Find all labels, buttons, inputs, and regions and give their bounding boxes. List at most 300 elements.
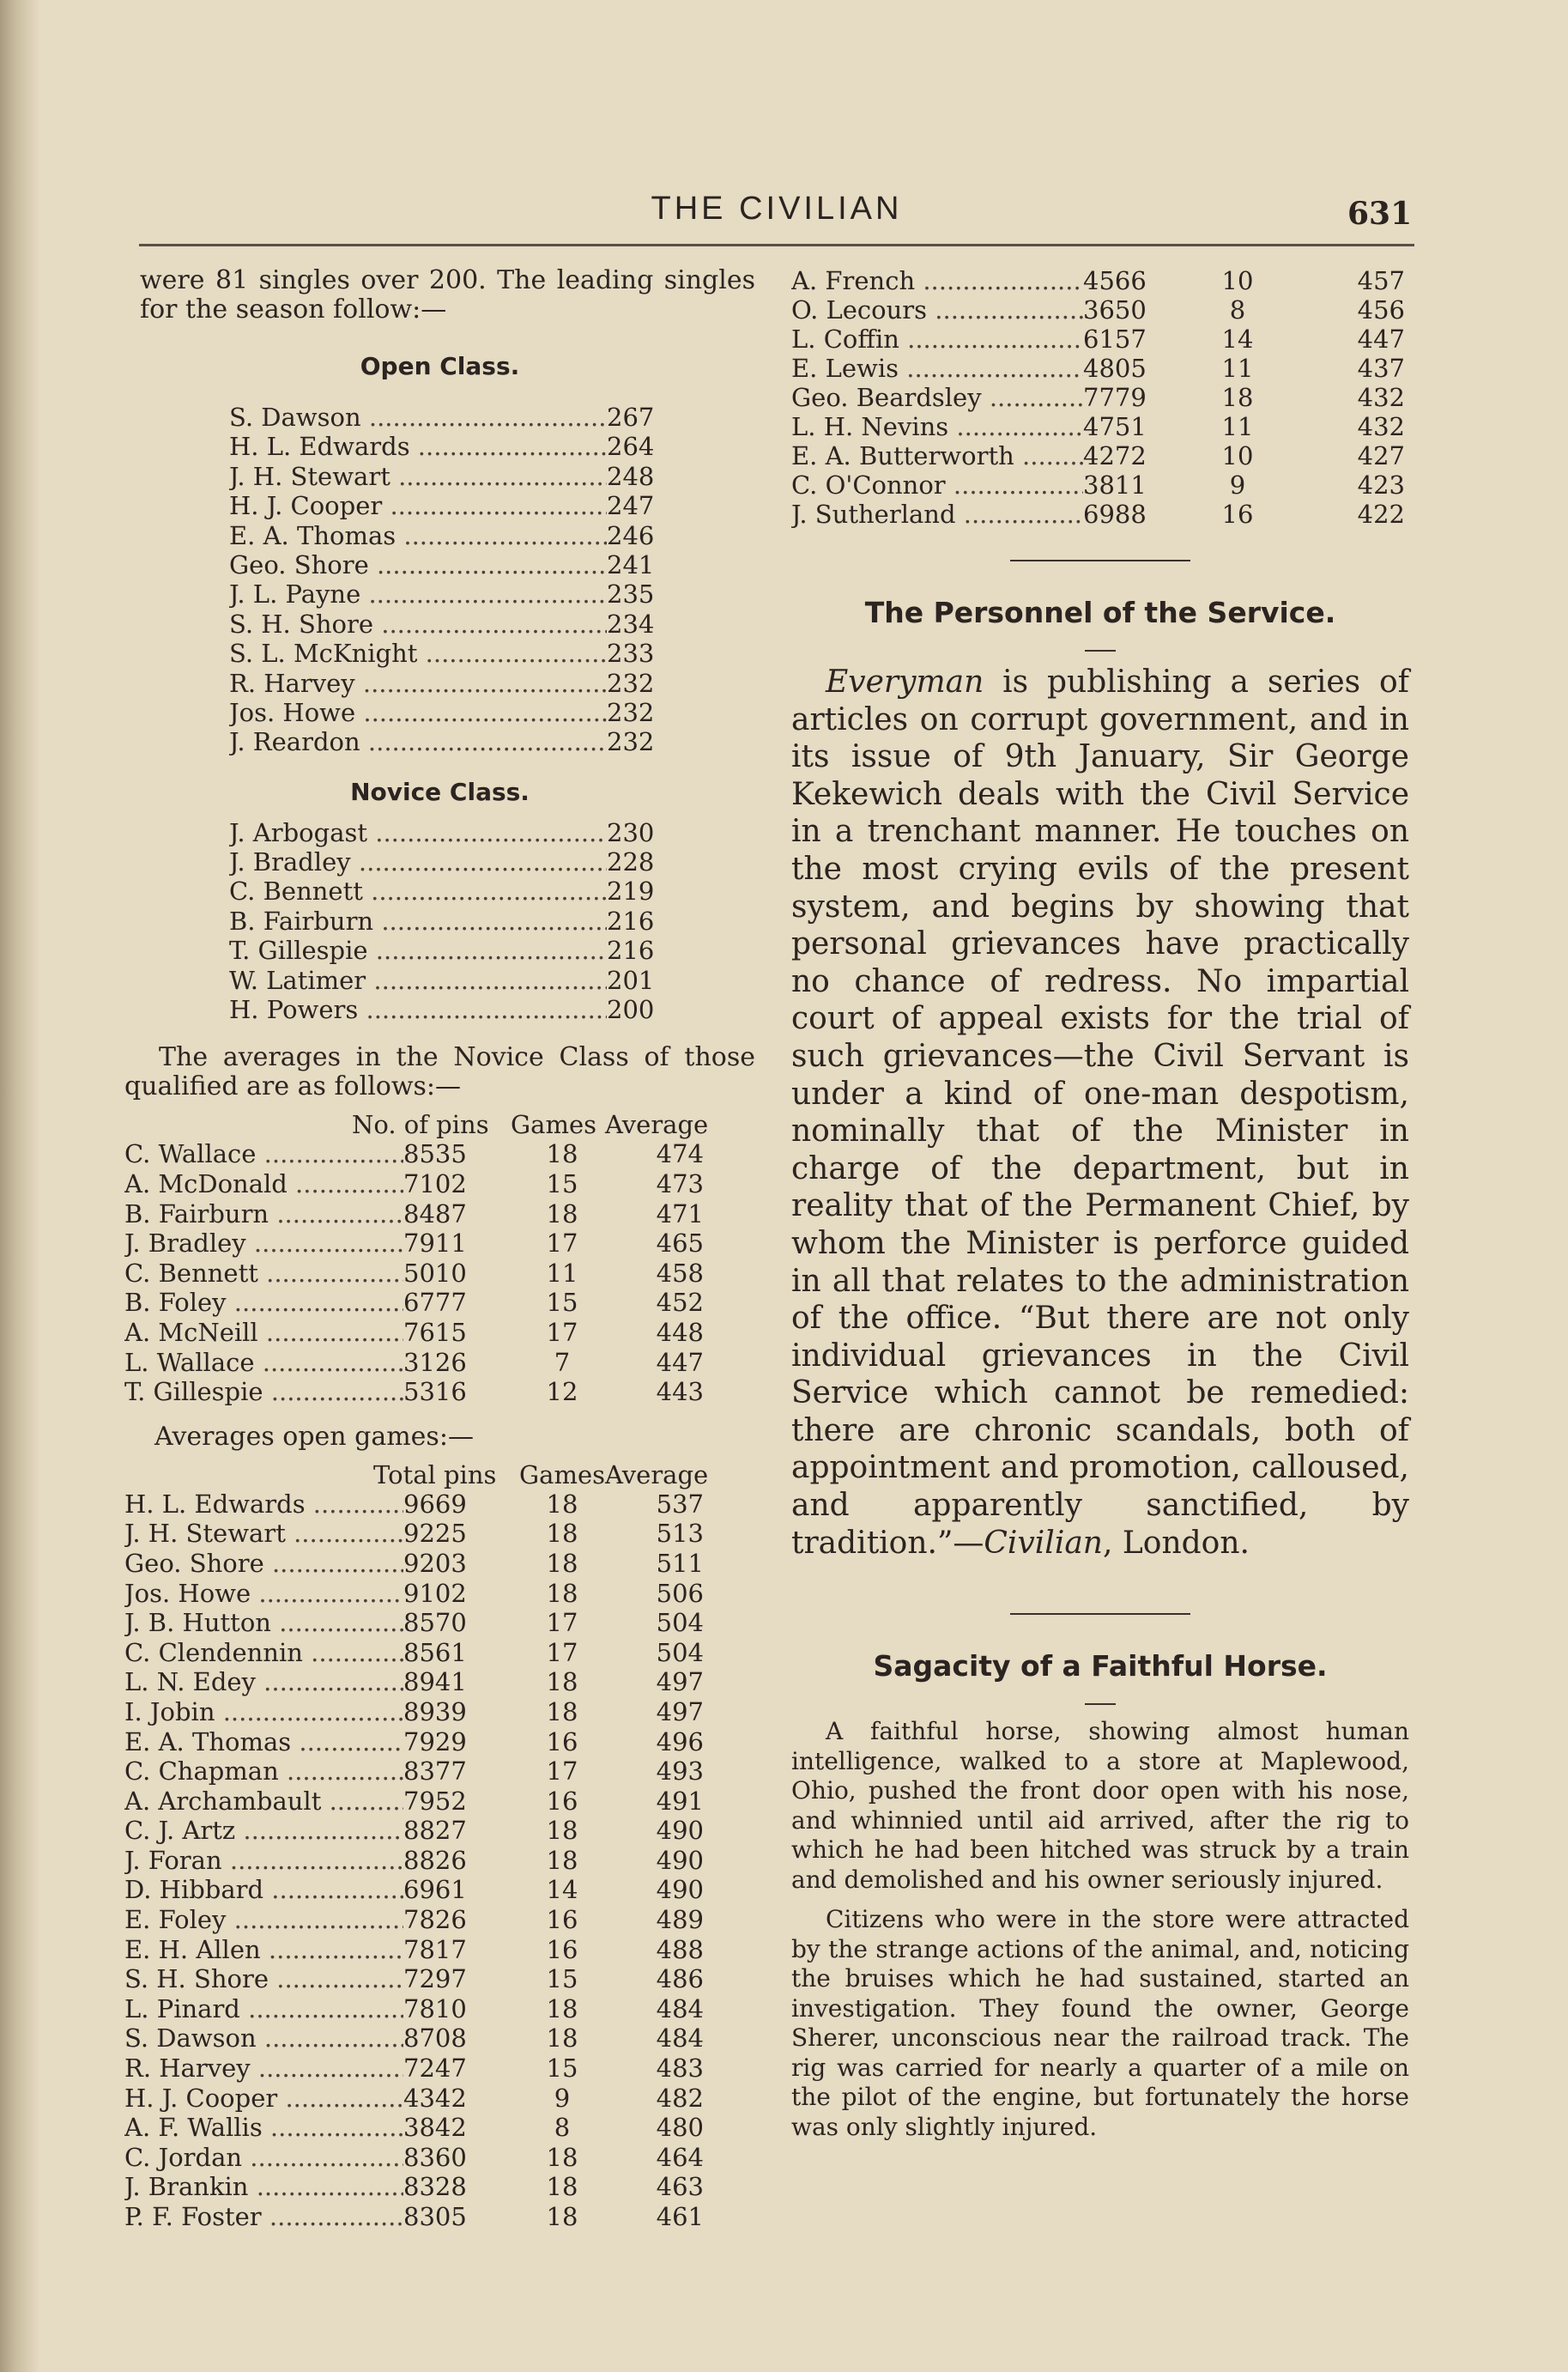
list-item: [229, 610, 778, 639]
player-name: C. Clendennin .....: [124, 1638, 403, 1668]
player-name: C. J. Artz .....: [124, 1816, 403, 1846]
header-pins: No. of pins: [352, 1110, 489, 1140]
player-name: L. N. Edey .....: [124, 1667, 403, 1697]
pins-cell: 7911: [403, 1228, 467, 1259]
list-item: [229, 727, 778, 756]
pins-cell: 3811: [1083, 470, 1147, 500]
player-name: R. Harvey .....: [124, 2054, 403, 2084]
average-cell: 511: [656, 1548, 704, 1578]
table-row: [124, 2023, 755, 2054]
player-name: D. Hibbard .....: [124, 1875, 403, 1905]
player-name: Geo. Shore .....: [229, 550, 607, 579]
page-number: 631: [1347, 196, 1413, 232]
player-name: A. Archambault .....: [124, 1787, 403, 1817]
player-name: W. Latimer .....: [229, 966, 607, 995]
games-cell: 17: [546, 1608, 578, 1638]
average-cell: 480: [656, 2113, 704, 2143]
average-cell: 471: [656, 1198, 704, 1228]
table-row: [124, 2054, 755, 2084]
pins-cell: 8377: [403, 1756, 467, 1787]
games-cell: 8: [554, 2113, 571, 2143]
average-cell: 484: [656, 1993, 704, 2023]
player-score: 232: [607, 668, 655, 698]
table-row: [124, 1787, 755, 1817]
table-row: [124, 2084, 755, 2114]
games-cell: 14: [1221, 325, 1254, 354]
average-cell: 486: [656, 1964, 704, 1994]
player-name: S. L. McKnight .....: [229, 639, 607, 668]
horse-article-paragraph: Citizens who were in the store were attracted by the strange actions of the animal, and, noticing the bruises which he had sustained, started an investigation. They found the owner, George Sherer, unconscious near the railroad track. The rig was carried for nearly a quarter of a mile on the pilot of the engine, but fortunately the horse was only slightly injured.: [791, 1905, 1409, 2141]
games-cell: 12: [546, 1377, 578, 1407]
table-row: [124, 1549, 755, 1579]
table-row: [124, 1318, 755, 1348]
table-row: [124, 1846, 755, 1876]
pins-cell: 4342: [403, 2083, 467, 2113]
player-name: Geo. Shore .....: [124, 1549, 403, 1579]
average-cell: 490: [656, 1875, 704, 1905]
player-name: A. McNeill .....: [124, 1318, 403, 1348]
games-cell: 10: [1221, 441, 1254, 470]
player-name: S. Dawson .....: [124, 2023, 403, 2054]
games-cell: 18: [546, 1667, 578, 1697]
list-item: [229, 818, 778, 847]
player-score: 216: [607, 936, 655, 966]
player-name: L. Pinard .....: [124, 1994, 403, 2024]
player-score: 228: [607, 847, 655, 877]
player-name: J. Reardon .....: [229, 727, 607, 756]
table-row: [124, 1169, 755, 1199]
list-item: [229, 403, 778, 432]
average-cell: 456: [1357, 295, 1405, 325]
player-name: C. Bennett .....: [229, 877, 607, 906]
open-class-heading: Open Class.: [360, 352, 520, 380]
games-cell: 18: [546, 1548, 578, 1578]
pins-cell: 9669: [403, 1489, 467, 1519]
player-name: E. H. Allen .....: [124, 1935, 403, 1965]
pins-cell: 9225: [403, 1519, 467, 1549]
table-row: [124, 1579, 755, 1609]
pins-cell: 7247: [403, 2054, 467, 2084]
novice-class-heading: Novice Class.: [350, 777, 530, 806]
table-row: [791, 470, 1409, 500]
average-cell: 489: [656, 1905, 704, 1935]
player-name: L. Coffin .....: [791, 325, 1083, 354]
player-name: B. Foley .....: [124, 1288, 403, 1318]
table-row: [124, 2113, 755, 2143]
pins-cell: 8827: [403, 1816, 467, 1846]
average-cell: 497: [656, 1667, 704, 1697]
title-dash: [1085, 1703, 1116, 1705]
player-name: E. A. Thomas .....: [229, 521, 607, 550]
average-cell: 465: [656, 1228, 704, 1259]
table-row: [124, 1667, 755, 1697]
average-cell: 423: [1357, 470, 1405, 500]
pins-cell: 8826: [403, 1845, 467, 1875]
games-cell: 16: [546, 1934, 578, 1964]
average-cell: 490: [656, 1845, 704, 1875]
table-row: [124, 1994, 755, 2024]
pins-cell: 3842: [403, 2113, 467, 2143]
average-cell: 463: [656, 2172, 704, 2202]
player-score: 233: [607, 639, 655, 669]
games-cell: 15: [546, 1964, 578, 1994]
player-name: H. L. Edwards .....: [229, 432, 607, 461]
list-item: [229, 698, 778, 727]
games-cell: 7: [554, 1347, 571, 1377]
header-games: Games: [511, 1110, 596, 1140]
average-cell: 474: [656, 1139, 704, 1169]
player-name: Jos. Howe .....: [229, 698, 607, 727]
games-cell: 18: [546, 1139, 578, 1169]
player-name: B. Fairburn .....: [229, 907, 607, 936]
list-item: [229, 936, 778, 965]
pins-cell: 7826: [403, 1905, 467, 1935]
player-name: A. F. Wallis .....: [124, 2113, 403, 2143]
table-row: [791, 412, 1409, 441]
games-cell: 9: [1229, 470, 1246, 500]
player-score: 267: [607, 403, 655, 432]
pins-cell: 8939: [403, 1696, 467, 1726]
games-cell: 18: [546, 1845, 578, 1875]
player-name: J. Sutherland .....: [791, 500, 1083, 529]
pins-cell: 7297: [403, 1964, 467, 1994]
right-column: [791, 266, 1409, 2142]
average-cell: 457: [1357, 266, 1405, 295]
list-item: [229, 579, 778, 609]
average-cell: 461: [656, 2202, 704, 2232]
publication-name: Everyman: [826, 664, 984, 700]
horse-article-title: Sagacity of a Faithful Horse.: [873, 1649, 1328, 1683]
average-cell: 437: [1357, 354, 1405, 383]
player-score: 234: [607, 609, 655, 639]
games-cell: 15: [546, 1288, 578, 1318]
table-row: [124, 1139, 755, 1169]
average-cell: 496: [656, 1726, 704, 1756]
pins-cell: 7929: [403, 1726, 467, 1756]
table-row: [791, 500, 1409, 529]
pins-cell: 3126: [403, 1347, 467, 1377]
table-row: [791, 266, 1409, 295]
games-cell: 18: [546, 2202, 578, 2232]
article-text: is publishing a series of articles on corrupt government, and in its issue of 9th January, Sir George Kekewich deals with the Civil Service in a trenchant manner. He touches on the most crying evils of the present system, and begins by showing that personal grievances have practically no chance of redress. No impartial court of appeal exists for the trial of such grievances—the Civil Servant is under a kind of one-man despotism, nominally that of the Minister in charge of the department, but in reality that of the Permanent Chief, by whom the Minister is perforce guided in all that relates to the administration of the office. “But there are not only individual grievances in the Civil Service which cannot be remedied: there are chronic scandals, both of appointment and promotion, calloused, and apparently sanctified, by tradition.”—: [791, 664, 1409, 1561]
table-row: [124, 1519, 755, 1549]
player-name: J. Bradley .....: [124, 1228, 403, 1259]
player-score: 216: [607, 906, 655, 936]
average-cell: 537: [656, 1489, 704, 1519]
pins-cell: 3650: [1083, 295, 1147, 325]
section-divider: [1010, 560, 1190, 561]
average-cell: 490: [656, 1816, 704, 1846]
pins-cell: 7817: [403, 1934, 467, 1964]
games-cell: 18: [546, 1198, 578, 1228]
pins-cell: 7810: [403, 1993, 467, 2023]
horse-article-paragraph: A faithful horse, showing almost human intelligence, walked to a store at Maplewood, Ohio, pushed the front door open with his nose, and whinnied until aid arrived, after the rig to which he had been hitched was struck by a train and demolished and his owner seriously injured.: [791, 1717, 1409, 1894]
average-cell: 452: [656, 1288, 704, 1318]
average-cell: 422: [1357, 500, 1405, 529]
player-name: J. Arbogast .....: [229, 818, 607, 847]
player-name: A. McDonald .....: [124, 1169, 403, 1199]
games-cell: 16: [546, 1786, 578, 1816]
source-tail: , London.: [1102, 1525, 1250, 1561]
games-cell: 9: [554, 2083, 571, 2113]
open-averages-intro: Averages open games:—: [154, 1421, 474, 1452]
table-row: [124, 1935, 755, 1965]
games-cell: 16: [1221, 500, 1254, 529]
player-name: C. Jordan .....: [124, 2143, 403, 2173]
title-dash: [1085, 650, 1116, 652]
pins-cell: 4805: [1083, 354, 1147, 383]
average-cell: 484: [656, 2023, 704, 2054]
pins-cell: 8941: [403, 1667, 467, 1697]
games-cell: 10: [1221, 266, 1254, 295]
table-header: [124, 1110, 755, 1139]
player-name: A. French .....: [791, 266, 1083, 295]
header-games: Games: [519, 1459, 605, 1489]
games-cell: 8: [1229, 295, 1246, 325]
player-score: 248: [607, 461, 655, 491]
pins-cell: 7102: [403, 1169, 467, 1199]
table-row: [124, 1875, 755, 1905]
average-cell: 488: [656, 1934, 704, 1964]
player-score: 219: [607, 877, 655, 907]
table-header: [124, 1460, 755, 1489]
games-cell: 15: [546, 2054, 578, 2084]
pins-cell: 5316: [403, 1377, 467, 1407]
novice-averages-intro: The averages in the Novice Class of those qualified are as follows:—: [124, 1042, 755, 1102]
table-row: [124, 1288, 755, 1318]
player-name: H. Powers .....: [229, 995, 607, 1024]
table-row: [124, 2143, 755, 2173]
average-cell: 483: [656, 2054, 704, 2084]
player-name: T. Gillespie .....: [124, 1377, 403, 1407]
pins-cell: 8535: [403, 1139, 467, 1169]
player-name: E. A. Butterworth .....: [791, 441, 1083, 470]
pins-cell: 8487: [403, 1198, 467, 1228]
average-cell: 448: [656, 1317, 704, 1347]
player-name: Geo. Beardsley .....: [791, 383, 1083, 412]
player-score: 200: [607, 995, 655, 1025]
pins-cell: 4272: [1083, 441, 1147, 470]
average-cell: 447: [656, 1347, 704, 1377]
average-cell: 432: [1357, 383, 1405, 412]
pins-cell: 7952: [403, 1786, 467, 1816]
average-cell: 493: [656, 1756, 704, 1787]
player-name: E. A. Thomas .....: [124, 1727, 403, 1757]
player-score: 230: [607, 817, 655, 847]
games-cell: 18: [546, 1489, 578, 1519]
average-cell: 427: [1357, 441, 1405, 470]
pins-cell: 7779: [1083, 383, 1147, 412]
list-item: [229, 462, 778, 491]
list-item: [229, 847, 778, 877]
header-pins: Total pins: [373, 1459, 497, 1489]
average-cell: 504: [656, 1637, 704, 1667]
list-item: [229, 639, 778, 668]
player-name: C. Chapman .....: [124, 1756, 403, 1787]
table-row: [124, 1377, 755, 1407]
personnel-article-title: The Personnel of the Service.: [864, 596, 1336, 629]
continued-averages-table: [791, 266, 1409, 529]
average-cell: 504: [656, 1608, 704, 1638]
player-name: P. F. Foster .....: [124, 2202, 403, 2232]
games-cell: 18: [546, 1696, 578, 1726]
games-cell: 11: [1221, 412, 1254, 441]
player-name: S. Dawson .....: [229, 403, 607, 432]
player-name: J. Foran .....: [124, 1846, 403, 1876]
pins-cell: 6961: [403, 1875, 467, 1905]
table-row: [124, 1697, 755, 1727]
player-name: L. Wallace .....: [124, 1348, 403, 1378]
games-cell: 18: [546, 2142, 578, 2172]
player-name: B. Fairburn .....: [124, 1199, 403, 1229]
list-item: [229, 877, 778, 906]
pins-cell: 6777: [403, 1288, 467, 1318]
header-average: Average: [605, 1459, 709, 1489]
player-name: I. Jobin .....: [124, 1697, 403, 1727]
list-item: [229, 432, 778, 461]
games-cell: 17: [546, 1637, 578, 1667]
player-name: C. Bennett .....: [124, 1259, 403, 1289]
open-class-list: [229, 403, 778, 757]
player-name: J. H. Stewart .....: [124, 1519, 403, 1549]
games-cell: 11: [546, 1258, 578, 1288]
list-item: [229, 995, 778, 1024]
games-cell: 17: [546, 1317, 578, 1347]
player-name: C. O'Connor .....: [791, 470, 1083, 500]
personnel-article-body: [791, 664, 1409, 1562]
player-name: L. H. Nevins .....: [791, 412, 1083, 441]
left-column: [124, 266, 755, 2232]
average-cell: 473: [656, 1169, 704, 1199]
table-row: [124, 2202, 755, 2232]
source-name: Civilian: [984, 1525, 1103, 1561]
table-row: [124, 1228, 755, 1259]
average-cell: 458: [656, 1258, 704, 1288]
player-name: Jos. Howe .....: [124, 1579, 403, 1609]
pins-cell: 4751: [1083, 412, 1147, 441]
open-averages-table: [124, 1460, 755, 2232]
player-score: 247: [607, 491, 655, 521]
table-row: [124, 2172, 755, 2202]
average-cell: 513: [656, 1519, 704, 1549]
player-name: E. Lewis .....: [791, 354, 1083, 383]
pins-cell: 9203: [403, 1548, 467, 1578]
games-cell: 16: [546, 1726, 578, 1756]
pins-cell: 8561: [403, 1637, 467, 1667]
player-name: J. Brankin .....: [124, 2172, 403, 2202]
table-row: [124, 1489, 755, 1520]
table-row: [791, 325, 1409, 354]
pins-cell: 8328: [403, 2172, 467, 2202]
average-cell: 432: [1357, 412, 1405, 441]
player-name: J. B. Hutton .....: [124, 1608, 403, 1638]
games-cell: 11: [1221, 354, 1254, 383]
player-name: R. Harvey .....: [229, 669, 607, 698]
table-row: [791, 295, 1409, 325]
games-cell: 17: [546, 1756, 578, 1787]
intro-paragraph: were 81 singles over 200. The leading singles for the season follow:—: [140, 265, 755, 325]
list-item: [229, 521, 778, 550]
header-average: Average: [605, 1110, 709, 1140]
section-divider: [1010, 1613, 1190, 1615]
pins-cell: 7615: [403, 1317, 467, 1347]
table-row: [124, 1638, 755, 1668]
running-title: THE CIVILIAN: [651, 191, 903, 227]
games-cell: 17: [546, 1228, 578, 1259]
games-cell: 18: [546, 1519, 578, 1549]
average-cell: 447: [1357, 325, 1405, 354]
table-row: [124, 1608, 755, 1638]
table-row: [124, 1756, 755, 1787]
table-row: [124, 1905, 755, 1935]
pins-cell: 4566: [1083, 266, 1147, 295]
player-name: J. H. Stewart .....: [229, 462, 607, 491]
player-name: S. H. Shore .....: [124, 1964, 403, 1994]
games-cell: 18: [546, 2172, 578, 2202]
player-name: H. J. Cooper .....: [124, 2084, 403, 2114]
games-cell: 16: [546, 1905, 578, 1935]
player-score: 246: [607, 520, 655, 550]
table-row: [124, 1348, 755, 1378]
games-cell: 18: [1221, 383, 1254, 412]
average-cell: 482: [656, 2083, 704, 2113]
table-row: [124, 1964, 755, 1994]
player-name: J. Bradley .....: [229, 847, 607, 877]
table-row: [124, 1259, 755, 1289]
average-cell: 464: [656, 2142, 704, 2172]
list-item: [229, 669, 778, 698]
novice-averages-table: [124, 1110, 755, 1406]
novice-class-list: [229, 818, 778, 1025]
player-score: 235: [607, 579, 655, 610]
games-cell: 18: [546, 2023, 578, 2054]
player-name: J. L. Payne .....: [229, 579, 607, 609]
player-name: H. L. Edwards .....: [124, 1489, 403, 1520]
player-name: T. Gillespie .....: [229, 936, 607, 965]
average-cell: 497: [656, 1696, 704, 1726]
pins-cell: 8360: [403, 2142, 467, 2172]
games-cell: 14: [546, 1875, 578, 1905]
player-name: C. Wallace .....: [124, 1139, 403, 1169]
player-score: 232: [607, 697, 655, 727]
average-cell: 443: [656, 1377, 704, 1407]
player-score: 264: [607, 432, 655, 462]
average-cell: 491: [656, 1786, 704, 1816]
games-cell: 18: [546, 1578, 578, 1608]
games-cell: 18: [546, 1993, 578, 2023]
table-row: [124, 1727, 755, 1757]
binding-edge: [0, 0, 39, 2372]
games-cell: 15: [546, 1169, 578, 1199]
player-score: 241: [607, 549, 655, 579]
pins-cell: 6157: [1083, 325, 1147, 354]
average-cell: 506: [656, 1578, 704, 1608]
player-name: S. H. Shore .....: [229, 610, 607, 639]
pins-cell: 8570: [403, 1608, 467, 1638]
list-item: [229, 907, 778, 936]
list-item: [229, 966, 778, 995]
player-name: O. Lecours .....: [791, 295, 1083, 325]
table-row: [124, 1199, 755, 1229]
list-item: [229, 491, 778, 520]
list-item: [229, 550, 778, 579]
games-cell: 18: [546, 1816, 578, 1846]
player-name: H. J. Cooper .....: [229, 491, 607, 520]
pins-cell: 9102: [403, 1578, 467, 1608]
table-row: [791, 441, 1409, 470]
table-row: [124, 1816, 755, 1846]
pins-cell: 5010: [403, 1258, 467, 1288]
